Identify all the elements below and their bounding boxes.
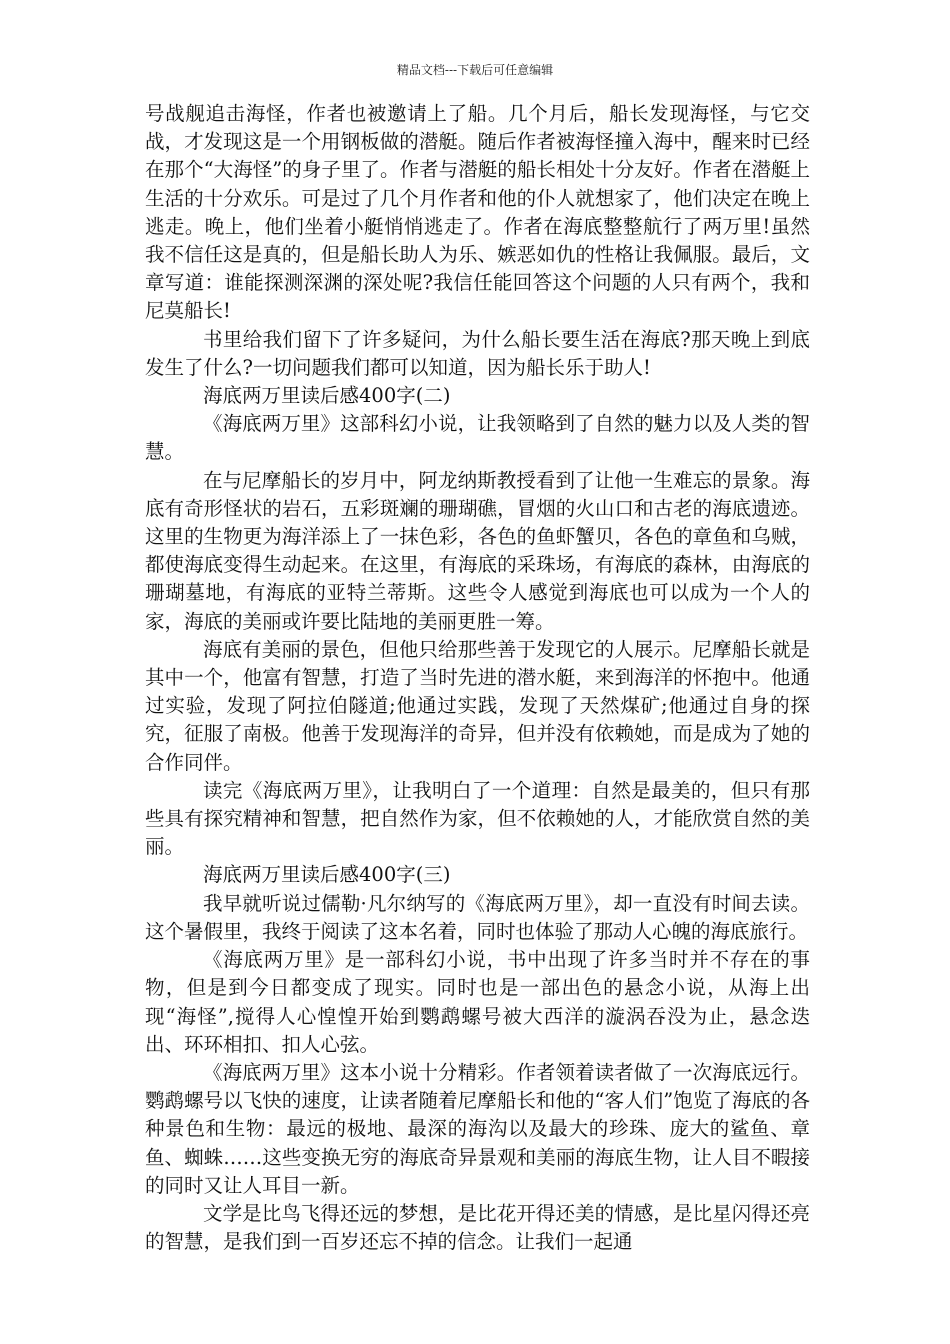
paragraph: 号战舰追击海怪，作者也被邀请上了船。几个月后，船长发现海怪，与它交战，才发现这是一个用钢板做的潜艇。随后作者被海怪撞入海中，醒来时已经在那个“大海怪”的身子里了。作者与潜艇的船长相处十分友好。作者在潜艇上生活的十分欢乐。可是过了几个月作者和他的仆人就想家了，他们决定在晚上逃走。晚上，他们坐着小艇悄悄逃走了。作者在海底整整航行了两万里!虽然我不信任这是真的，但是船长助人为乐、嫉恶如仇的性格让我佩服。最后，文章写道：谁能探测深渊的深处呢?我信任能回答这个问题的人只有两个，我和尼莫船长! xyxy=(145,102,810,323)
paragraph: 书里给我们留下了许多疑问，为什么船长要生活在海底?那天晚上到底发生了什么?一切问题我们都可以知道，因为船长乐于助人! xyxy=(145,327,810,379)
paragraph: 《海底两万里》是一部科幻小说，书中出现了许多当时并不存在的事物，但是到今日都变成了现实。同时也是一部出色的悬念小说，从海上出现“海怪”,搅得人心惶惶开始到鹦鹉螺号被大西洋的漩涡吞没为止，悬念迭出、环环相扣、扣人心弦。 xyxy=(145,948,810,1056)
section-heading: 海底两万里读后感400字(三) xyxy=(203,863,451,887)
paragraph: 文学是比鸟飞得还远的梦想，是比花开得还美的情感，是比星闪得还亮的智慧，是我们到一百岁还忘不掉的信念。让我们一起通 xyxy=(145,1201,810,1254)
paragraph: 我早就听说过儒勒·凡尔纳写的《海底两万里》，却一直没有时间去读。这个暑假里，我终于阅读了这本名着，同时也体验了那动人心魄的海底旅行。 xyxy=(145,891,810,943)
paragraph: 《海底两万里》这部科幻小说，让我领略到了自然的魅力以及人类的智慧。 xyxy=(145,412,810,464)
paragraph: 海底有美丽的景色，但他只给那些善于发现它的人展示。尼摩船长就是其中一个，他富有智慧，打造了当时先进的潜水艇，来到海洋的怀抱中。他通过实验，发现了阿拉伯隧道;他通过实践，发现了天然煤矿;他通过自身的探究，征服了南极。他善于发现海洋的奇异，但并没有依赖她，而是成为了她的合作同伴。 xyxy=(145,637,810,774)
page-header: 精品文档---下载后可任意编辑 xyxy=(396,63,554,77)
section-heading: 海底两万里读后感400字(二) xyxy=(203,384,451,408)
paragraph: 在与尼摩船长的岁月中，阿龙纳斯教授看到了让他一生难忘的景象。海底有奇形怪状的岩石，五彩斑斓的珊瑚礁，冒烟的火山口和古老的海底遗迹。这里的生物更为海洋添上了一抹色彩，各色的鱼虾蟹贝，各色的章鱼和乌贼，都使海底变得生动起来。在这里，有海底的采珠场，有海底的森林，由海底的珊瑚墓地，有海底的亚特兰蒂斯。这些令人感觉到海底也可以成为一个人的家，海底的美丽或许要比陆地的美丽更胜一筹。 xyxy=(145,468,810,633)
paragraph: 读完《海底两万里》，让我明白了一个道理：自然是最美的，但只有那些具有探究精神和智慧，把自然作为家，但不依赖她的人，才能欣赏自然的美丽。 xyxy=(145,778,810,859)
paragraph: 《海底两万里》这本小说十分精彩。作者领着读者做了一次海底远行。鹦鹉螺号以飞快的速度，让读者随着尼摩船长和他的“客人们”饱览了海底的各种景色和生物：最远的极地、最深的海沟以及最大的珍珠、庞大的鲨鱼、章鱼、蜘蛛……这些变换无穷的海底奇异景观和美丽的海底生物，让人目不暇接的同时又让人耳目一新。 xyxy=(145,1060,810,1197)
document-body xyxy=(145,100,810,1256)
